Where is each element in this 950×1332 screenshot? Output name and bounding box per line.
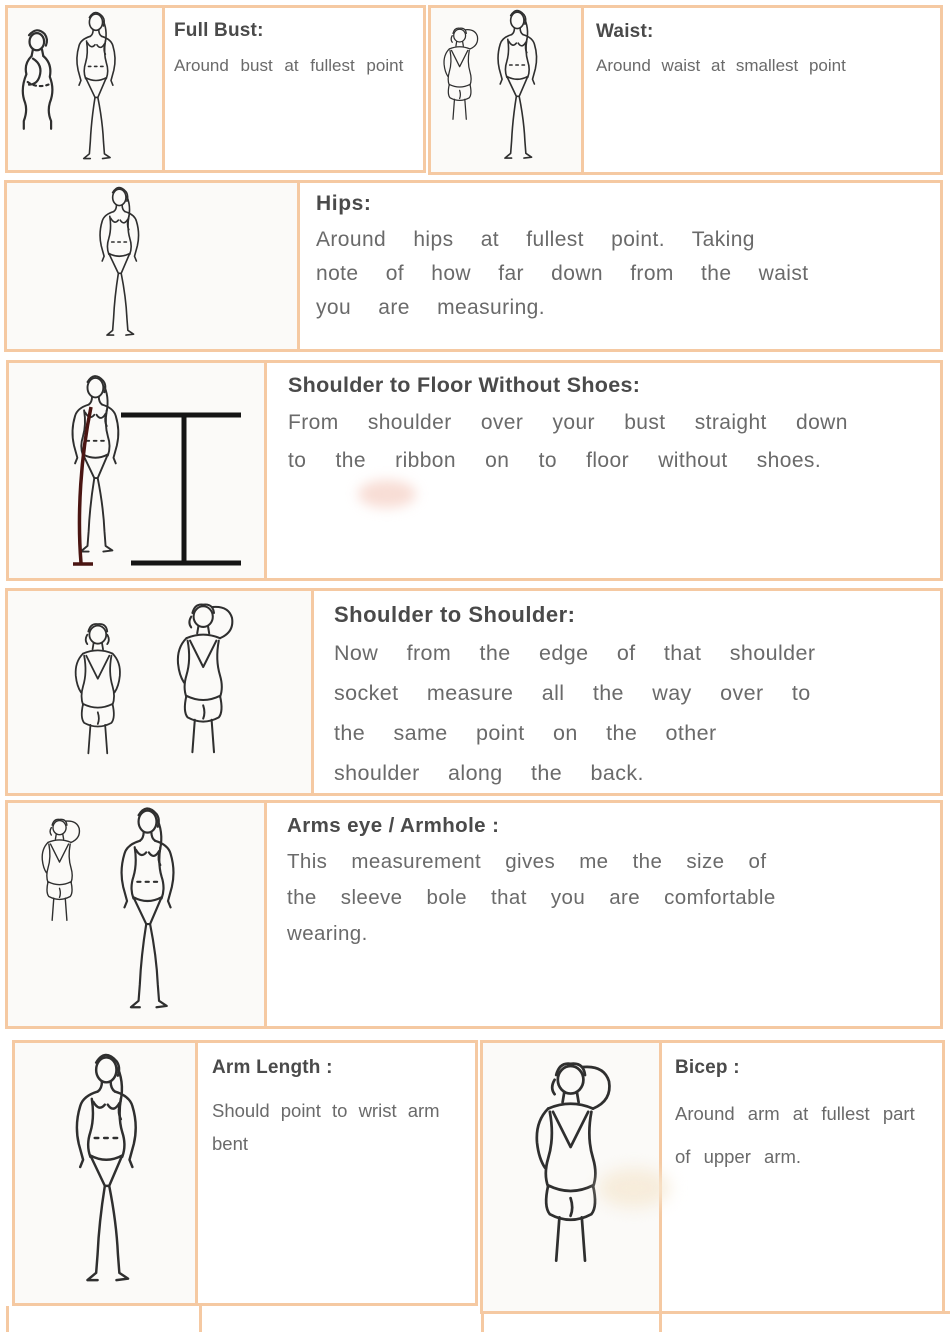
- arm-length-body: Should point to wrist arm bent: [212, 1100, 440, 1154]
- waist-figure-cell: [431, 8, 584, 172]
- full-bust-body: Around bust at fullest point: [174, 56, 404, 75]
- shoulder-to-shoulder-body: Now from the edge of that shoulder socket measure all the way over to the same point on the other shoulder along the back.: [334, 641, 816, 785]
- shoulder-to-floor-text-cell: [267, 363, 940, 578]
- hips-heading: Hips:: [316, 192, 372, 215]
- full-bust-sketch-group: [23, 13, 115, 159]
- shoulder-to-shoulder-text-cell: [314, 591, 940, 793]
- arm-length-figure-cell: [15, 1043, 198, 1303]
- shoulder-to-floor-figure-cell: [9, 363, 267, 578]
- armhole-sketch-group: [42, 809, 173, 1008]
- section-hips: [4, 180, 943, 352]
- armhole-body: This measurement gives me the size of the sleeve bole that you are comfortable wearing.: [287, 850, 776, 945]
- full-bust-figure-cell: [8, 8, 165, 170]
- shoulder-to-floor-heading: Shoulder to Floor Without Shoes:: [288, 373, 641, 397]
- hips-sketch-group: [100, 188, 139, 336]
- grid-border-stub: [199, 1306, 202, 1332]
- grid-border-stub: [481, 1311, 950, 1314]
- armhole-text-cell: [267, 803, 940, 1026]
- arm-length-sketch-group: [77, 1055, 136, 1280]
- hips-text-cell: [300, 183, 940, 349]
- bicep-heading: Bicep :: [675, 1057, 740, 1078]
- shoulder-to-shoulder-heading: Shoulder to Shoulder:: [334, 602, 576, 627]
- section-full-bust: [5, 5, 426, 173]
- waist-heading: Waist:: [596, 21, 654, 42]
- measuring-ribbon-shape: [73, 407, 93, 564]
- armhole-figure-cell: [8, 803, 267, 1026]
- shoulder-to-shoulder-figure-cell: [8, 591, 314, 793]
- woman-sketch-icon: [7, 183, 297, 349]
- hips-figure-cell: [7, 183, 300, 349]
- woman-measuring-bar-sketch-icon: [9, 363, 264, 578]
- section-armhole: [5, 800, 943, 1029]
- bicep-sketch-group: [537, 1064, 610, 1261]
- woman-sketch-icon: [431, 8, 581, 172]
- bicep-body: Around arm at fullest part of upper arm.: [675, 1103, 915, 1167]
- woman-sketch-icon: [8, 8, 162, 170]
- two-women-sketch-icon: [8, 803, 264, 1026]
- section-shoulder-to-shoulder: [5, 588, 943, 796]
- section-bicep: [480, 1040, 945, 1314]
- shoulder-to-floor-body: From shoulder over your bust straight down to the ribbon on to floor without shoes.: [288, 411, 848, 472]
- waist-body: Around waist at smallest point: [596, 56, 846, 75]
- grid-border-stub: [481, 1314, 484, 1332]
- shoulder-to-shoulder-sketch-group: [76, 604, 233, 753]
- hips-body: Around hips at fullest point. Taking note of how far down from the waist you are measuring.: [316, 228, 809, 319]
- grid-border-stub: [6, 1306, 9, 1332]
- armhole-heading: Arms eye / Armhole :: [287, 814, 500, 837]
- two-women-back-sketch-icon: [8, 591, 311, 793]
- woman-sketch-icon: [15, 1043, 195, 1303]
- arm-length-heading: Arm Length :: [212, 1057, 333, 1078]
- arm-length-text-cell: [198, 1043, 475, 1303]
- waist-text-cell: [584, 8, 940, 172]
- measuring-bar-shape: [121, 415, 241, 563]
- scan-smudge: [598, 1168, 670, 1208]
- section-arm-length: [12, 1040, 478, 1306]
- section-waist: [428, 5, 943, 175]
- full-bust-heading: Full Bust:: [174, 20, 264, 41]
- bicep-text-cell: [662, 1043, 942, 1311]
- grid-border-stub: [659, 1314, 662, 1332]
- waist-sketch-group: [444, 11, 537, 159]
- full-bust-text-cell: [165, 8, 423, 170]
- scan-smudge: [358, 480, 416, 508]
- section-shoulder-to-floor: [6, 360, 943, 581]
